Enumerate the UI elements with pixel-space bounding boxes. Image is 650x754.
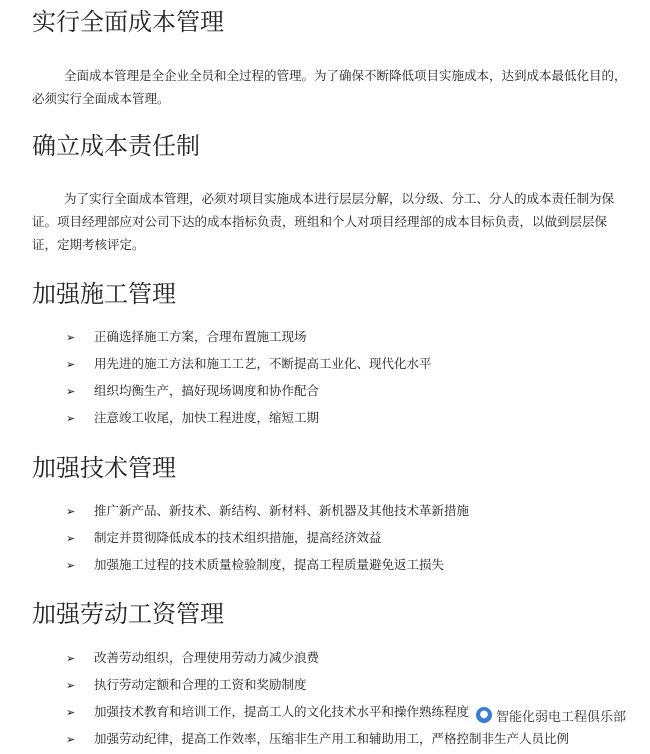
arrow-bullet-icon: ➢	[66, 412, 76, 425]
section-paragraph: 全面成本管理是全企业全员和全过程的管理。为了确保不断降低项目实施成本，达到成本最低化目的，必须实行全面成本管理。	[32, 68, 627, 106]
list-item-text: 改善劳动组织，合理使用劳动力减少浪费	[94, 650, 320, 665]
arrow-bullet-icon: ➢	[66, 532, 76, 545]
arrow-bullet-icon: ➢	[66, 559, 76, 572]
section-paragraph: 为了实行全面成本管理，必须对项目实施成本进行层层分解，以分级、分工、分人的成本责任制为保证。项目经理部应对公司下达的成本指标负责，班组和个人对项目经理部的成本目标负责，以做到层层保证，定期考核评定。	[32, 191, 615, 252]
arrow-bullet-icon: ➢	[66, 733, 76, 746]
section-heading: 加强技术管理	[32, 454, 176, 482]
section-heading: 确立成本责任制	[32, 132, 200, 160]
list-item-text: 加强劳动纪律，提高工作效率，压缩非生产用工和辅助用工，严格控制非生产人员比例	[94, 731, 570, 746]
section-heading: 实行全面成本管理	[32, 8, 224, 36]
arrow-bullet-icon: ➢	[66, 385, 76, 398]
list-item-text: 执行劳动定额和合理的工资和奖励制度	[94, 677, 307, 692]
bullet-list	[66, 499, 636, 580]
watermark-text: 智能化弱电工程俱乐部	[495, 709, 626, 725]
list-item-text: 用先进的施工方法和施工工艺，不断提高工业化、现代化水平	[94, 356, 432, 371]
bullet-list	[66, 325, 636, 433]
arrow-bullet-icon: ➢	[66, 679, 76, 692]
section-heading: 加强施工管理	[32, 280, 176, 308]
list-item	[66, 553, 636, 580]
watermark	[472, 704, 630, 726]
list-item-text: 加强施工过程的技术质量检验制度，提高工程质量避免返工损失	[94, 557, 445, 572]
list-item	[66, 352, 636, 379]
list-item-text: 推广新产品、新技术、新结构、新材料、新机器及其他技术革新措施	[94, 503, 470, 518]
list-item	[66, 499, 636, 526]
list-item	[66, 727, 636, 754]
arrow-bullet-icon: ➢	[66, 706, 76, 719]
list-item-text: 注意竣工收尾，加快工程进度，缩短工期	[94, 410, 320, 425]
list-item	[66, 325, 636, 352]
list-item-text: 加强技术教育和培训工作，提高工人的文化技术水平和操作熟练程度	[94, 704, 470, 719]
list-item	[66, 526, 636, 553]
list-item	[66, 379, 636, 406]
arrow-bullet-icon: ➢	[66, 331, 76, 344]
list-item-text: 组织均衡生产，搞好现场调度和协作配合	[94, 383, 320, 398]
bullet-list	[66, 646, 636, 754]
arrow-bullet-icon: ➢	[66, 505, 76, 518]
arrow-bullet-icon: ➢	[66, 358, 76, 371]
list-item	[66, 673, 636, 700]
list-item	[66, 406, 636, 433]
list-item	[66, 646, 636, 673]
arrow-bullet-icon: ➢	[66, 652, 76, 665]
list-item-text: 制定并贯彻降低成本的技术组织措施，提高经济效益	[94, 530, 382, 545]
list-item-text: 正确选择施工方案，合理布置施工现场	[94, 329, 307, 344]
wechat-logo-icon: ●	[476, 707, 492, 723]
section-heading: 加强劳动工资管理	[32, 600, 224, 628]
